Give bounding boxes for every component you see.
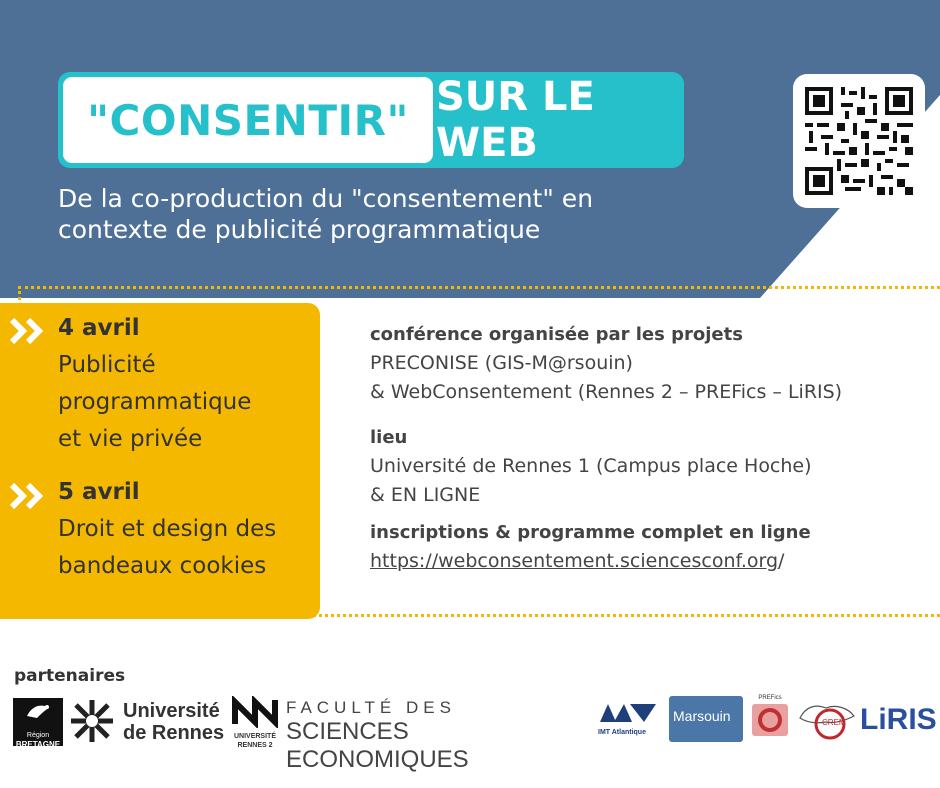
imt-mark-icon (598, 702, 658, 724)
ur2-line-2: RENNES 2 (237, 742, 273, 749)
ur2-line-1: UNIVERSITÉ (233, 733, 276, 740)
day-2-line-1: Droit et design des (58, 516, 277, 542)
place-line-2: & EN LIGNE (370, 484, 481, 506)
organizers-heading: conférence organisée par les projets (370, 324, 743, 345)
organizers-line-1: PRECONISE (GIS-M@rsouin) (370, 352, 633, 374)
title-consentir: "CONSENTIR" (87, 95, 409, 145)
fse-line-2: SCIENCES ECONOMIQUES (286, 718, 469, 773)
crem-logo[interactable] (796, 698, 858, 742)
prefics-mark-icon (750, 702, 790, 738)
day-2-line-2: bandeaux cookies (58, 553, 267, 579)
liris-logo[interactable] (860, 700, 937, 740)
day-1-date: 4 avril (58, 315, 140, 341)
registration-link-line (370, 547, 811, 576)
schedule-day-2 (58, 474, 276, 585)
title-sur-le-web: SUR LE WEB (436, 74, 595, 166)
marsouin-logo[interactable] (669, 696, 743, 742)
universite-rennes-2-logo[interactable] (229, 696, 281, 748)
double-chevron-right-icon (8, 482, 48, 510)
day-1-line-2: programmatique (58, 389, 252, 415)
universite-de-rennes-logo[interactable] (67, 696, 227, 748)
registration-block (370, 518, 811, 576)
registration-link-slash: / (778, 550, 785, 572)
qr-code-icon (805, 87, 913, 195)
crem-name: CREM (822, 718, 846, 727)
ur1-line-1: Université (123, 700, 220, 722)
rennes2-mark-icon (229, 696, 281, 728)
dotted-divider-top (18, 286, 940, 289)
marsouin-name: Marsouin (673, 708, 731, 724)
region-line-1: Région (26, 732, 50, 739)
double-chevron-right-icon (8, 317, 48, 345)
region-bretagne-logo[interactable] (13, 698, 63, 749)
faculte-sciences-economiques-logo[interactable] (286, 698, 586, 773)
title-left-panel (63, 77, 433, 163)
ur1-line-2: de Rennes (123, 722, 225, 744)
registration-link[interactable]: https://webconsentement.sciencesconf.org (370, 550, 779, 572)
imt-atlantique-logo[interactable] (598, 702, 658, 742)
place-block (370, 423, 812, 510)
day-1-line-3: et vie privée (58, 426, 203, 452)
region-line-2: BRETAGNE (15, 740, 61, 749)
subtitle-line-2: contexte de publicité programmatique (58, 215, 541, 244)
subtitle (58, 183, 738, 245)
star-icon (67, 696, 117, 746)
dotted-divider-bottom (300, 614, 940, 617)
day-1-line-1: Publicité (58, 352, 156, 378)
fse-line-1: FACULTÉ DES (286, 698, 456, 717)
title-box (58, 72, 684, 168)
place-heading: lieu (370, 427, 408, 448)
title-right-panel (436, 72, 684, 168)
qr-code-card[interactable] (793, 74, 925, 208)
liris-name: LiRIS (860, 703, 937, 736)
registration-heading: inscriptions & programme complet en ligne (370, 522, 811, 543)
partners-heading: partenaires (14, 666, 126, 686)
imt-name: IMT Atlantique (598, 729, 646, 736)
ermine-icon (13, 698, 63, 728)
organizers-block (370, 320, 842, 407)
subtitle-line-1: De la co-production du "consentement" en (58, 184, 594, 213)
place-line-1: Université de Rennes 1 (Campus place Hoche) (370, 455, 812, 477)
prefics-logo[interactable] (750, 694, 790, 742)
partners-logos (0, 690, 940, 773)
schedule-day-1 (58, 310, 251, 458)
prefics-name: PREFics (758, 695, 782, 701)
organizers-line-2: & WebConsentement (Rennes 2 – PREFics – LiRIS) (370, 381, 843, 403)
day-2-date: 5 avril (58, 479, 140, 505)
